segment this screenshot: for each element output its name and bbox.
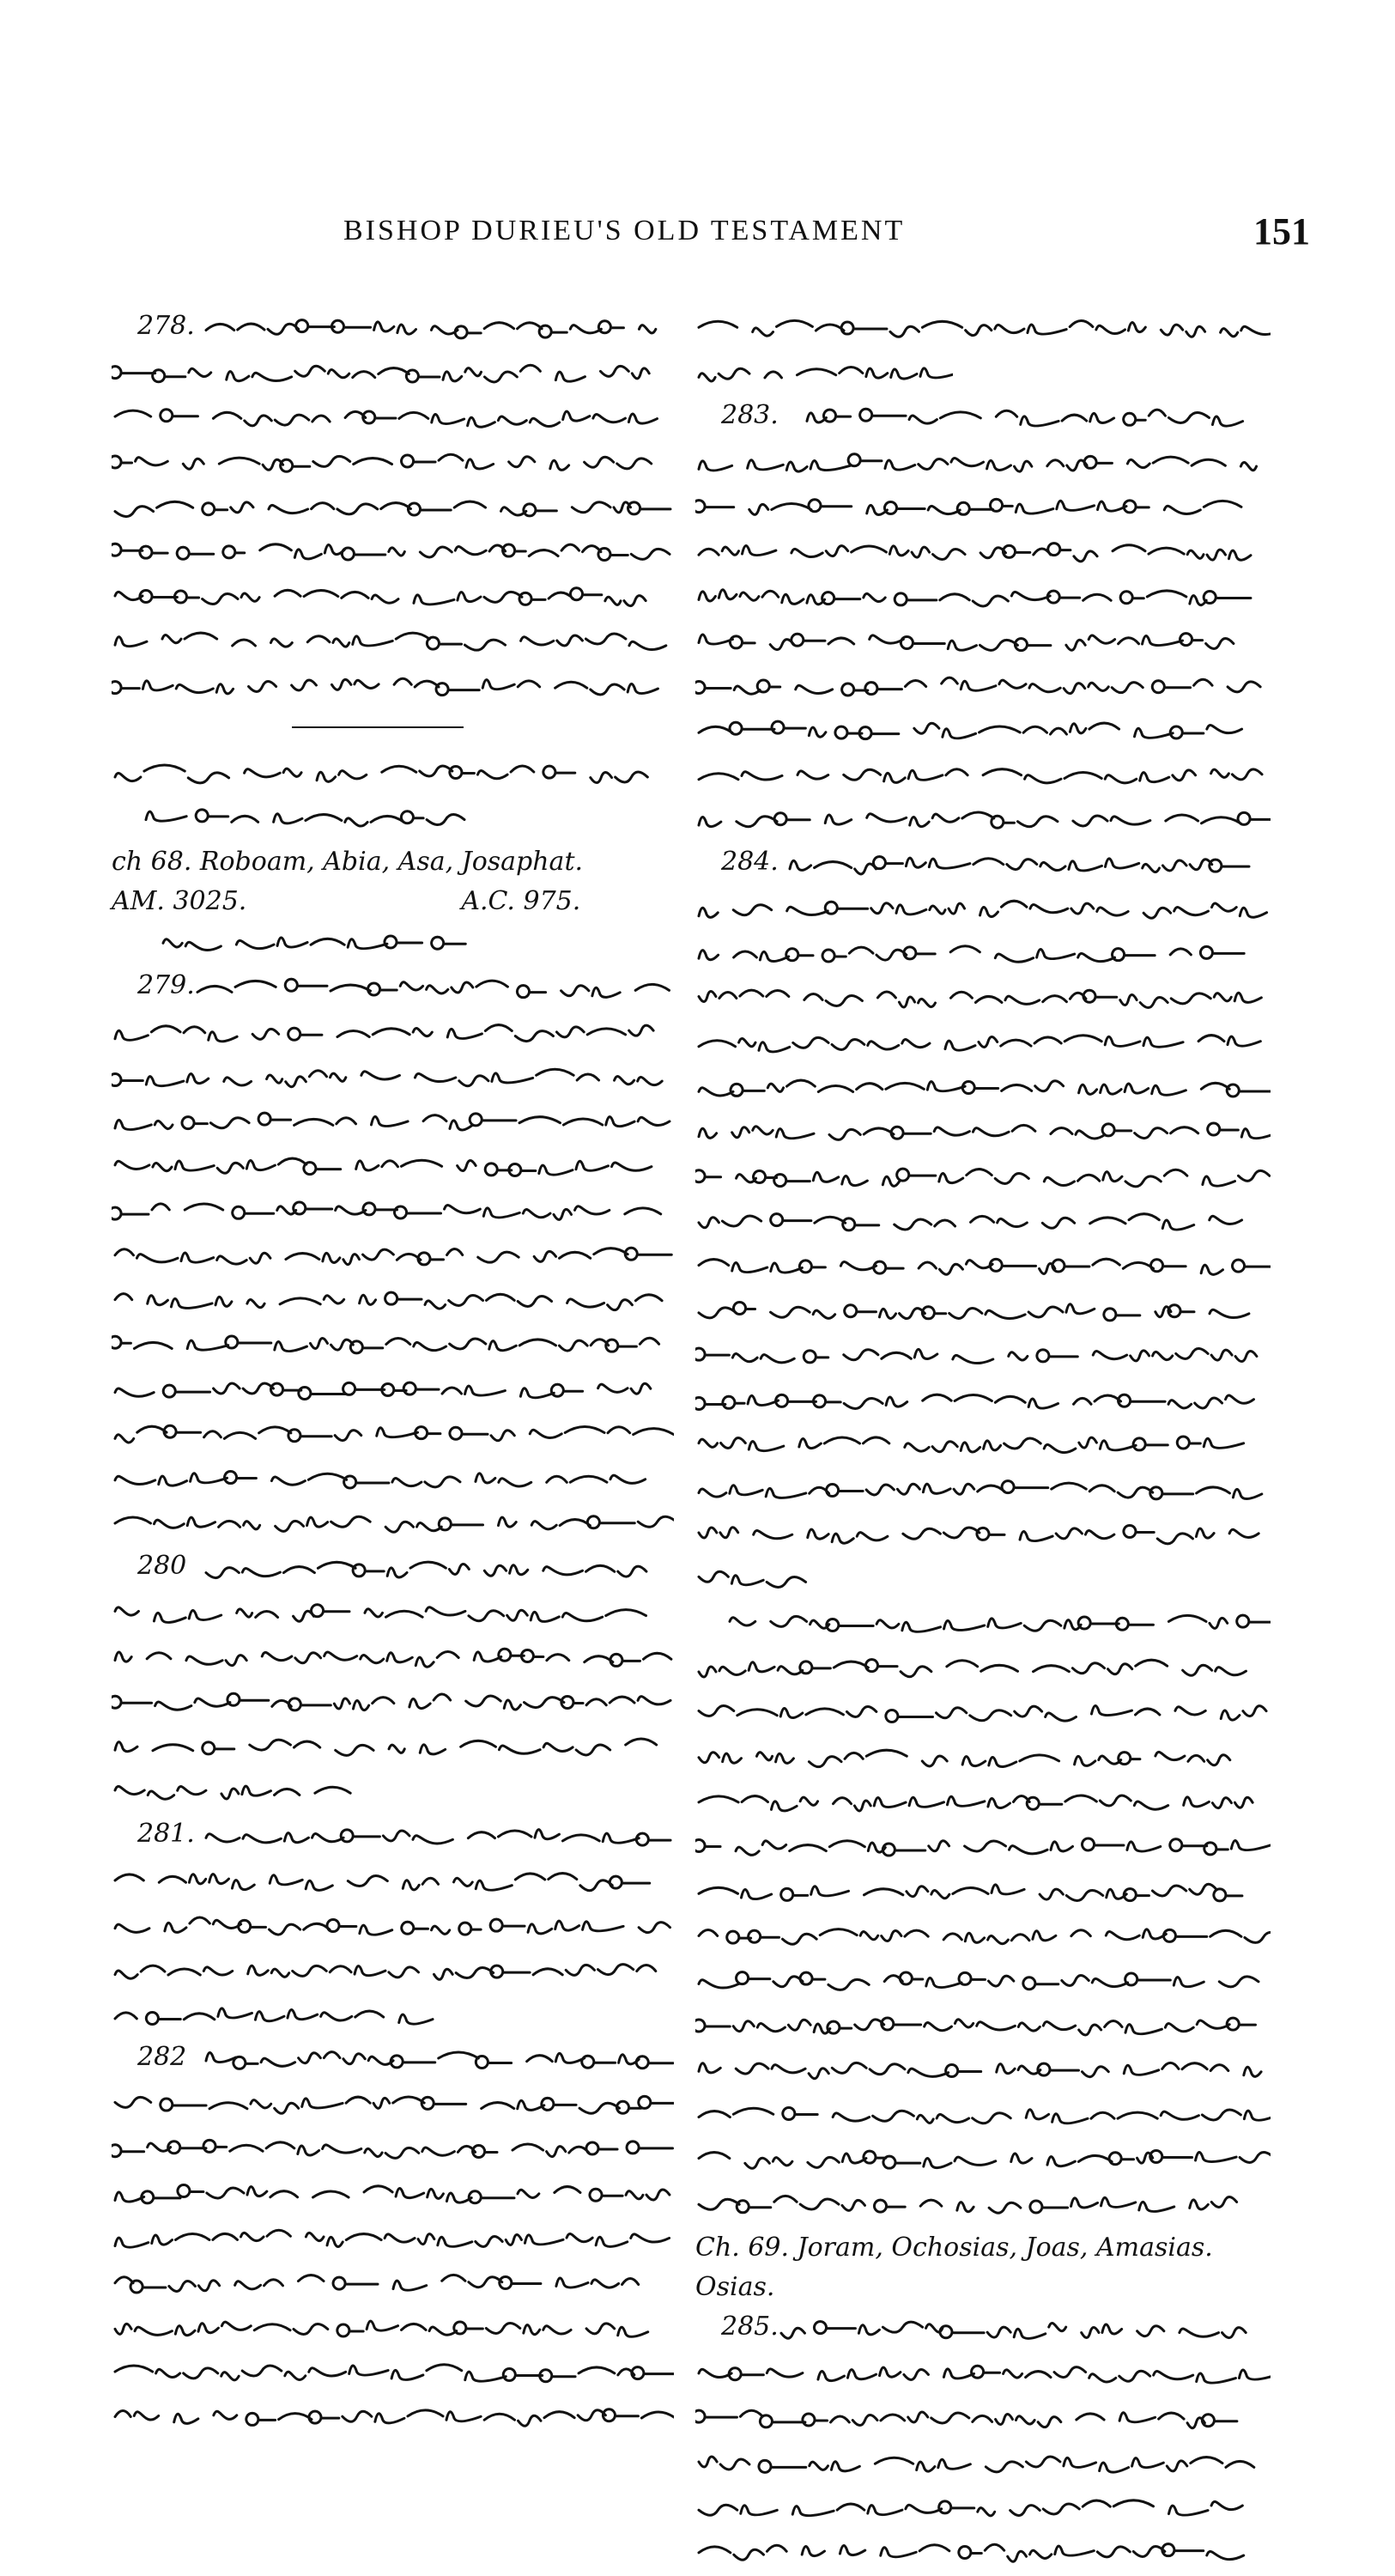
- shorthand-line: [112, 397, 674, 441]
- shorthand-line: [112, 1547, 674, 1592]
- shorthand-line: [695, 709, 1271, 754]
- shorthand-line: [112, 2396, 674, 2440]
- shorthand-line: [112, 1101, 674, 1145]
- shorthand-line: [695, 1379, 1271, 1424]
- shorthand-line: [112, 2128, 674, 2172]
- shorthand-line: [695, 843, 1271, 888]
- shorthand-line: [112, 531, 674, 575]
- paragraph-number: 279.: [137, 970, 195, 1000]
- shorthand-line: [695, 1334, 1271, 1379]
- shorthand-line: [112, 1637, 674, 1681]
- shorthand-line: [695, 352, 1271, 397]
- shorthand-line: [112, 665, 674, 709]
- shorthand-line: [695, 2397, 1271, 2442]
- shorthand-line: [112, 1503, 674, 1547]
- section-divider: [292, 726, 464, 728]
- era-line: [112, 883, 674, 920]
- shorthand-line: [112, 1235, 674, 1279]
- shorthand-line: [695, 575, 1271, 620]
- paragraph-number: 281.: [137, 1819, 195, 1849]
- shorthand-line: [112, 1681, 674, 1726]
- shorthand-line: [112, 967, 674, 1012]
- shorthand-line: [695, 2487, 1271, 2531]
- chapter-heading-right-text: Ch. 69. Joram, Ochosias, Joas, Amasias.: [695, 2233, 1213, 2263]
- shorthand-line: [112, 307, 674, 352]
- era-am: AM. 3025.: [112, 886, 247, 916]
- shorthand-line: [695, 2183, 1271, 2227]
- paragraph-number: 282: [137, 2042, 187, 2072]
- shorthand-line: [112, 1458, 674, 1503]
- right-column: [695, 307, 1271, 2576]
- shorthand-line: [112, 797, 674, 841]
- chapter-heading-right: [695, 2229, 1271, 2267]
- shorthand-line: [695, 1200, 1271, 1245]
- shorthand-line: [695, 1781, 1271, 1826]
- paragraph-number: 278.: [137, 311, 195, 341]
- shorthand-line: [112, 2217, 674, 2262]
- paragraph-number: 284.: [721, 847, 779, 877]
- shorthand-line: [695, 888, 1271, 933]
- shorthand-line: [695, 2049, 1271, 2093]
- shorthand-line: [112, 1279, 674, 1324]
- shorthand-line: [112, 1771, 674, 1815]
- shorthand-line: [695, 1736, 1271, 1781]
- shorthand-line: [112, 1726, 674, 1771]
- shorthand-line: [112, 1815, 674, 1860]
- running-title: BISHOP DURIEU'S OLD TESTAMENT: [343, 215, 906, 246]
- shorthand-line: [695, 441, 1271, 486]
- shorthand-line: [695, 1468, 1271, 1513]
- chapter-heading-cont-text: Osias.: [695, 2272, 775, 2302]
- era-bc: A.C. 975.: [461, 886, 581, 916]
- shorthand-line: [695, 977, 1271, 1022]
- shorthand-line: [695, 2308, 1271, 2353]
- shorthand-line: [112, 1369, 674, 1413]
- shorthand-line: [695, 1959, 1271, 2004]
- shorthand-line: [112, 352, 674, 397]
- shorthand-line: [695, 2353, 1271, 2397]
- shorthand-line: [112, 2038, 674, 2083]
- shorthand-line: [695, 1290, 1271, 1334]
- shorthand-line: [695, 665, 1271, 709]
- shorthand-line: [695, 397, 1271, 441]
- shorthand-line: [112, 2306, 674, 2351]
- shorthand-line: [695, 2442, 1271, 2487]
- shorthand-line: [112, 620, 674, 665]
- shorthand-line: [695, 1692, 1271, 1736]
- shorthand-line: [112, 752, 674, 797]
- shorthand-line: [112, 486, 674, 531]
- shorthand-line: [695, 2138, 1271, 2183]
- paragraph-number: 283.: [721, 400, 779, 430]
- shorthand-line: [695, 1870, 1271, 1915]
- shorthand-line: [112, 1324, 674, 1369]
- shorthand-line: [695, 1156, 1271, 1200]
- shorthand-line: [695, 1022, 1271, 1066]
- shorthand-line: [112, 1012, 674, 1056]
- paragraph-number: 280: [137, 1551, 187, 1581]
- shorthand-line: [112, 922, 674, 967]
- shorthand-line: [112, 1413, 674, 1458]
- shorthand-line: [112, 1860, 674, 1905]
- shorthand-line: [695, 1066, 1271, 1111]
- shorthand-line: [112, 1190, 674, 1235]
- shorthand-line: [695, 307, 1271, 352]
- shorthand-line: [695, 1513, 1271, 1558]
- shorthand-line: [112, 1592, 674, 1637]
- shorthand-line: [112, 1145, 674, 1190]
- shorthand-line: [695, 1245, 1271, 1290]
- page-number: 151: [1253, 210, 1310, 252]
- page-header: [0, 210, 1395, 266]
- chapter-heading-text: ch 68. Roboam, Abia, Asa, Josaphat.: [112, 847, 584, 877]
- shorthand-line: [695, 486, 1271, 531]
- shorthand-line: [695, 1915, 1271, 1959]
- shorthand-line: [695, 1602, 1271, 1647]
- shorthand-line: [695, 1558, 1271, 1602]
- shorthand-line: [695, 754, 1271, 799]
- shorthand-line: [695, 1424, 1271, 1468]
- shorthand-line: [695, 531, 1271, 575]
- shorthand-line: [695, 2093, 1271, 2138]
- shorthand-line: [112, 2351, 674, 2396]
- shorthand-line: [695, 2531, 1271, 2576]
- shorthand-line: [112, 441, 674, 486]
- shorthand-line: [695, 933, 1271, 977]
- shorthand-line: [112, 2262, 674, 2306]
- shorthand-line: [112, 2083, 674, 2128]
- shorthand-line: [695, 1826, 1271, 1870]
- shorthand-line: [112, 575, 674, 620]
- left-column: [112, 307, 674, 2440]
- shorthand-line: [112, 1056, 674, 1101]
- chapter-heading: [112, 843, 674, 881]
- shorthand-line: [112, 2172, 674, 2217]
- shorthand-line: [695, 620, 1271, 665]
- shorthand-line: [112, 1949, 674, 1994]
- shorthand-line: [695, 1111, 1271, 1156]
- shorthand-line: [695, 1647, 1271, 1692]
- shorthand-line: [112, 1905, 674, 1949]
- shorthand-line: [112, 1994, 674, 2038]
- paragraph-number: 285.: [721, 2312, 779, 2342]
- chapter-heading-cont: [695, 2269, 1271, 2306]
- shorthand-line: [695, 799, 1271, 843]
- shorthand-line: [695, 2004, 1271, 2049]
